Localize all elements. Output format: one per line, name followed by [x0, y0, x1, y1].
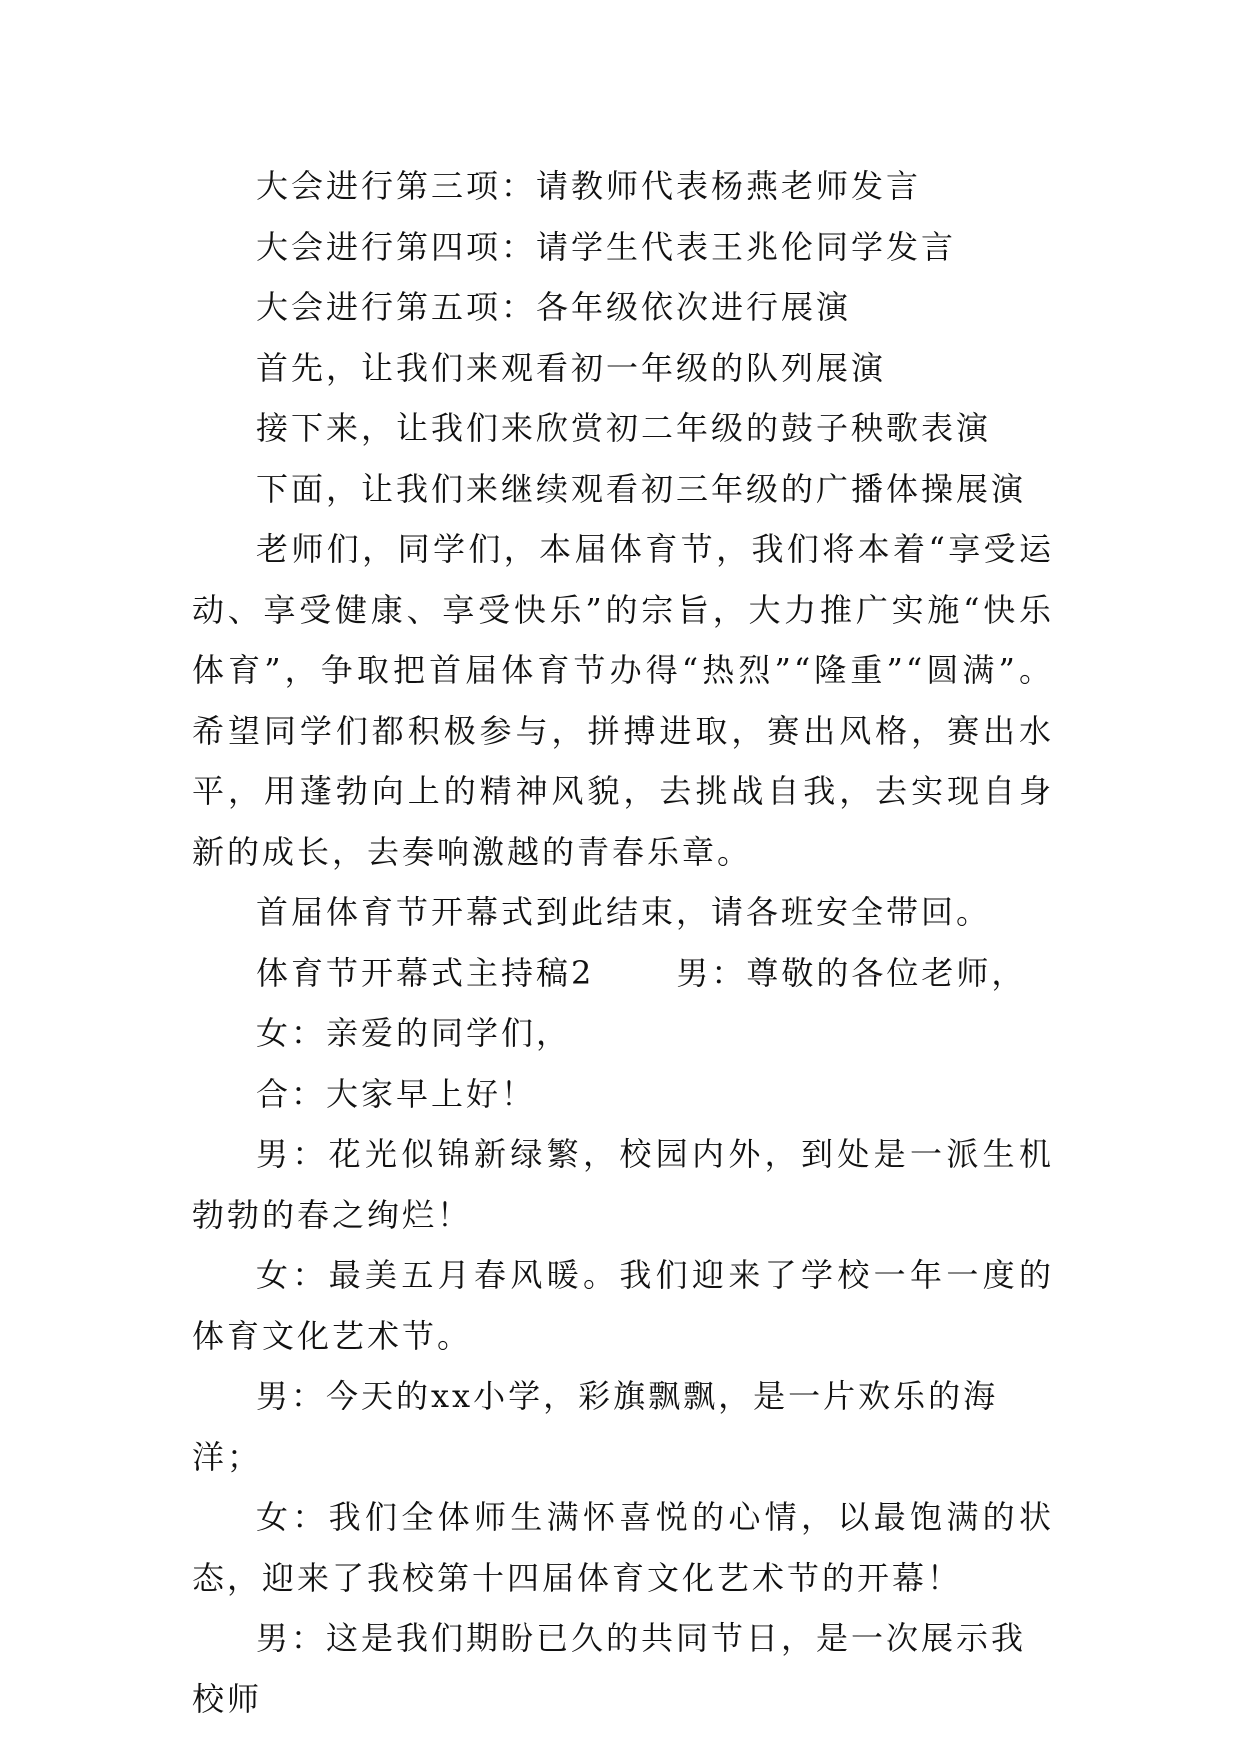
dialogue-line: 女：最美五月春风暖。我们迎来了学校一年一度的体育文化艺术节。 [192, 1256, 1054, 1355]
dialogue-line: 女：亲爱的同学们， [256, 1014, 572, 1052]
section-title: 体育节开幕式主持稿2 [256, 953, 595, 992]
dialogue-line: 合：大家早上好！ [256, 1074, 537, 1113]
heading-line [192, 943, 1054, 1004]
paragraph-agenda-3: 大会进行第三项：请教师代表杨燕老师发言 [256, 167, 922, 205]
dialogue-line: 男：今天的xx小学，彩旗飘飘，是一片欢乐的海洋； [192, 1377, 999, 1476]
paragraph-grade-1: 首先，让我们来观看初一年级的队列展演 [256, 348, 887, 387]
speech-line: 男：尊敬的各位老师， [676, 953, 1027, 992]
paragraph-grade-2: 接下来，让我们来欣赏初二年级的鼓子秧歌表演 [256, 409, 992, 447]
paragraph-grade-3: 下面，让我们来继续观看初三年级的广播体操展演 [256, 469, 1027, 508]
paragraph-ceremony-end: 首届体育节开幕式到此结束，请各班安全带回。 [256, 893, 992, 931]
dialogue-line: 女：我们全体师生满怀喜悦的心情，以最饱满的状态，迎来了我校第十四届体育文化艺术节的开幕！ [192, 1498, 1054, 1597]
document-body [192, 156, 1054, 1729]
dialogue-line: 男：这是我们期盼已久的共同节日，是一次展示我校师 [192, 1619, 1027, 1718]
paragraph-agenda-5: 大会进行第五项：各年级依次进行展演 [256, 288, 852, 326]
paragraph-closing-remarks: 老师们，同学们，本届体育节，我们将本着“享受运动、享受健康、享受快乐”的宗旨，大力推广实施“快乐体育”，争取把首届体育节办得“热烈”“隆重”“圆满”。希望同学们都积极参与，拼搏进取，赛出风格，赛出水平，用蓬勃向上的精神风貌，去挑战自我，去实现自身新的成长，去奏响激越的青春乐章。 [192, 530, 1054, 871]
paragraph-agenda-4: 大会进行第四项：请学生代表王兆伦同学发言 [256, 227, 957, 266]
dialogue-line: 男：花光似锦新绿繁，校园内外，到处是一派生机勃勃的春之绚烂！ [192, 1135, 1054, 1234]
